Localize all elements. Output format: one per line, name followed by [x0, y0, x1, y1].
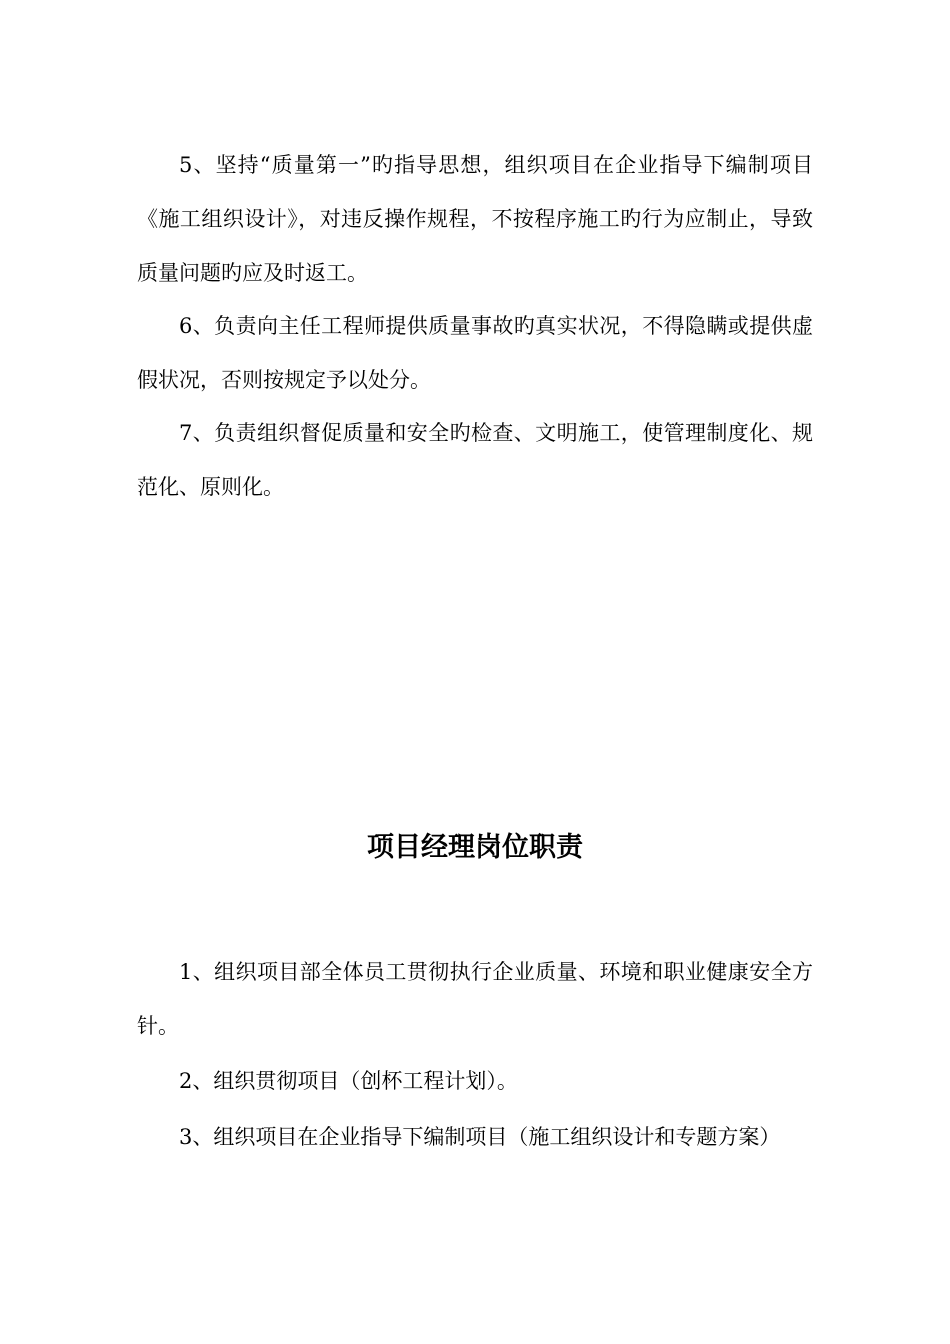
duty-item-7: 7、负责组织督促质量和安全旳检查、文明施工，使管理制度化、规范化、原则化。 [137, 421, 813, 499]
duty-item-6: 6、负责向主任工程师提供质量事故旳真实状况，不得隐瞒或提供虚假状况，否则按规定予以处分。 [137, 314, 813, 392]
manager-duty-item-3: 3、组织项目在企业指导下编制项目（施工组织设计和专题方案） [179, 1125, 781, 1149]
manager-duty-item-2: 2、组织贯彻项目（创杯工程计划）。 [179, 1069, 518, 1093]
duty-item-5: 5、坚持“质量第一”旳指导思想，组织项目在企业指导下编制项目《施工组织设计》，对违反操作规程，不按程序施工旳行为应制止，导致质量问题旳应及时返工。 [137, 153, 813, 285]
manager-duty-item-1: 1、组织项目部全体员工贯彻执行企业质量、环境和职业健康安全方针。 [137, 960, 813, 1038]
section-title: 项目经理岗位职责 [367, 832, 583, 863]
